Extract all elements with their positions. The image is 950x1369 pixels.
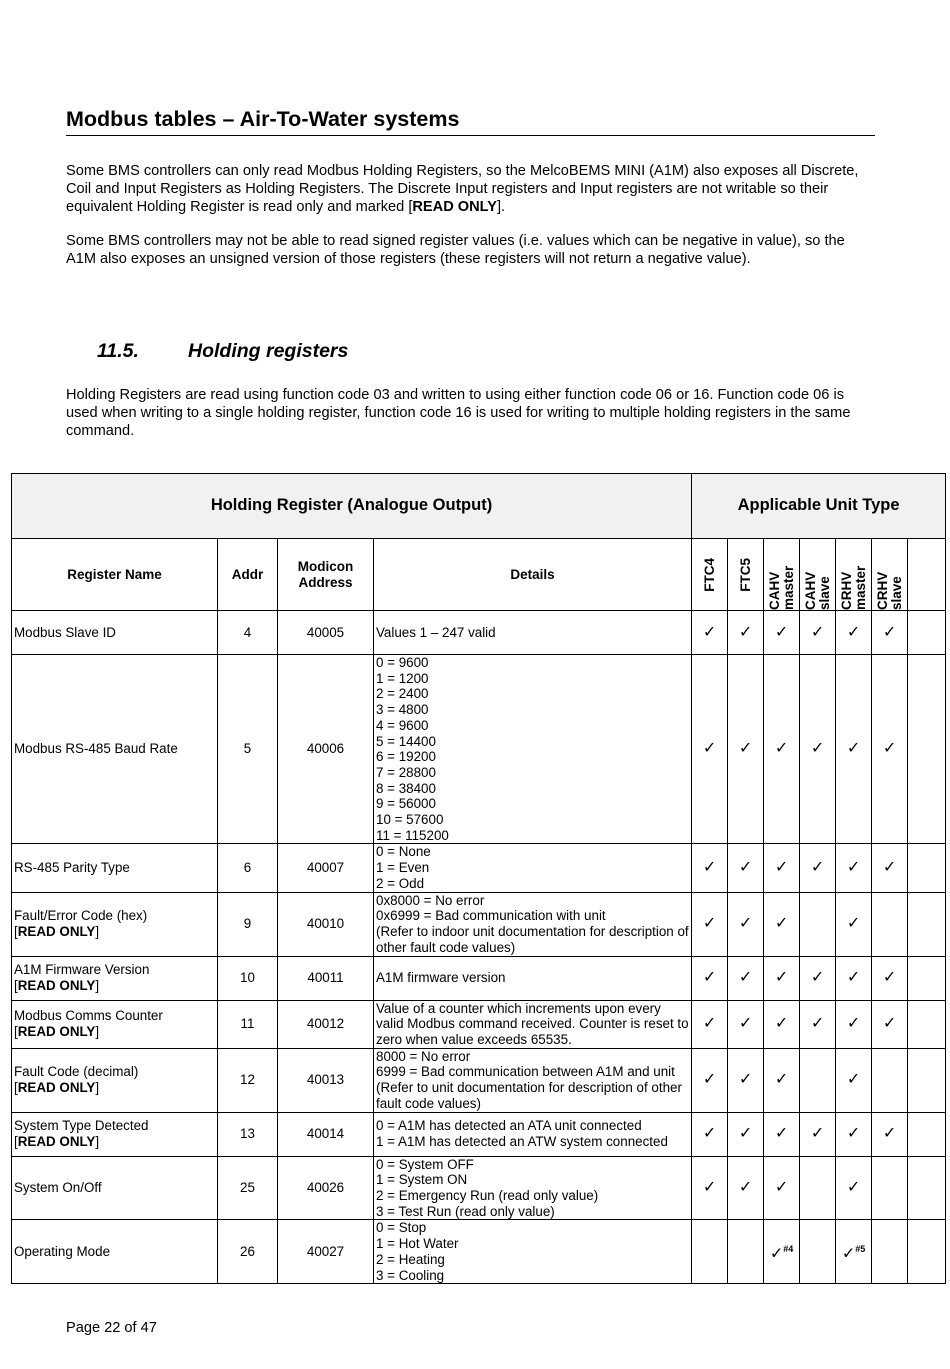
check-icon: ✓ xyxy=(846,1125,861,1143)
detail-line: 1 = 1200 xyxy=(376,670,429,686)
unit-type-cell xyxy=(764,844,800,892)
unit-type-cell xyxy=(800,1112,836,1156)
unit-type-cell xyxy=(692,1048,728,1112)
unit-type-cell xyxy=(872,956,908,1000)
table-row xyxy=(12,611,946,655)
unit-type-cell xyxy=(800,956,836,1000)
check-icon: ✓ xyxy=(738,1179,753,1197)
register-addr: 11 xyxy=(218,1000,278,1048)
unit-type-cell xyxy=(836,1000,872,1048)
register-addr: 5 xyxy=(218,655,278,844)
register-addr: 26 xyxy=(218,1220,278,1284)
detail-line: (Refer to indoor unit documentation for description of other fault code values) xyxy=(376,924,689,955)
intro-text: Some BMS controllers can only read Modbus Holding Registers, so the MelcoBEMS MINI (A1M) also exposes all Discrete, Coil and Input Registers as Holding Registers. The Discrete Input registers and Input registers are not writable so their equivalent Holding Register is read only and marked [ xyxy=(66,163,859,215)
unit-type-cell xyxy=(764,1156,800,1220)
detail-line: 3 = Cooling xyxy=(376,1267,445,1283)
detail-line: Value of a counter which increments upon every valid Modbus command received. Counter is reset to zero when value exceeds 65535. xyxy=(376,1000,689,1047)
unit-type-cell xyxy=(764,1000,800,1048)
unit-type-cell xyxy=(692,1156,728,1220)
unit-type-cell xyxy=(836,1048,872,1112)
register-modicon-address: 40026 xyxy=(278,1156,374,1220)
check-icon: ✓ xyxy=(774,1179,789,1197)
unit-type-cell xyxy=(764,892,800,956)
check-icon: ✓ xyxy=(738,915,753,933)
table-row xyxy=(12,1112,946,1156)
detail-line: 2 = 2400 xyxy=(376,686,429,702)
table-row xyxy=(12,1220,946,1284)
detail-line: 0 = 9600 xyxy=(376,655,429,670)
section-title: Holding registers xyxy=(188,340,349,362)
detail-line: 0 = Stop xyxy=(376,1220,427,1236)
register-addr: 6 xyxy=(218,844,278,892)
blank-cell xyxy=(908,844,946,892)
section-number: 11.5. xyxy=(97,340,139,362)
register-addr: 12 xyxy=(218,1048,278,1112)
unit-type-cell xyxy=(800,1048,836,1112)
col-header-addr: Addr xyxy=(218,539,278,611)
detail-line: 10 = 57600 xyxy=(376,812,444,828)
register-addr: 9 xyxy=(218,892,278,956)
col-header-blank xyxy=(908,539,946,611)
check-icon: ✓ xyxy=(882,1015,897,1033)
check-icon: ✓ xyxy=(882,859,897,877)
blank-cell xyxy=(908,655,946,844)
col-header-register-name: Register Name xyxy=(12,539,218,611)
check-icon: ✓ xyxy=(702,1071,717,1089)
unit-type-cell xyxy=(872,892,908,956)
read-only-marker: READ ONLY xyxy=(17,1024,96,1040)
unit-type-cell xyxy=(692,1112,728,1156)
table-row xyxy=(12,956,946,1000)
intro-paragraph-2: Some BMS controllers may not be able to read signed register values (i.e. values which can be negative in value), so the A1M also exposes an unsigned version of those registers (these registers will not return a negative value). xyxy=(66,233,845,267)
register-name: RS-485 Parity Type xyxy=(12,844,218,892)
unit-type-cell xyxy=(800,1156,836,1220)
unit-type-cell xyxy=(836,844,872,892)
check-icon: ✓ xyxy=(841,1245,856,1263)
unit-type-cell xyxy=(836,1112,872,1156)
intro-text-end: ]. xyxy=(497,199,506,215)
check-icon: ✓ xyxy=(810,740,825,758)
detail-line: 9 = 56000 xyxy=(376,796,436,812)
check-icon: ✓ xyxy=(738,1071,753,1089)
unit-type-cell xyxy=(872,844,908,892)
check-icon: ✓ xyxy=(738,859,753,877)
unit-type-cell xyxy=(728,1156,764,1220)
register-name: Fault Code (decimal) [READ ONLY] xyxy=(12,1048,218,1112)
register-modicon-address: 40012 xyxy=(278,1000,374,1048)
detail-line: 1 = Even xyxy=(376,860,430,876)
register-addr: 10 xyxy=(218,956,278,1000)
check-icon: ✓ xyxy=(702,969,717,987)
detail-line: 0 = System OFF xyxy=(376,1156,474,1172)
register-addr: 25 xyxy=(218,1156,278,1220)
detail-line: 5 = 14400 xyxy=(376,733,436,749)
register-details xyxy=(374,655,692,844)
detail-line: 0 = None xyxy=(376,844,431,860)
unit-type-cell xyxy=(800,892,836,956)
unit-type-cell xyxy=(692,1000,728,1048)
check-icon: ✓ xyxy=(846,969,861,987)
col-header-unit-type: CRHV slave xyxy=(872,539,908,611)
read-only-marker: READ ONLY xyxy=(17,924,96,940)
check-icon: ✓ xyxy=(846,859,861,877)
register-details xyxy=(374,1112,692,1156)
unit-type-cell xyxy=(800,611,836,655)
register-details xyxy=(374,844,692,892)
unit-type-cell xyxy=(692,956,728,1000)
unit-type-cell xyxy=(764,1220,800,1284)
unit-type-cell xyxy=(800,844,836,892)
check-icon: ✓ xyxy=(702,740,717,758)
detail-line: 1 = Hot Water xyxy=(376,1236,459,1252)
register-details xyxy=(374,1000,692,1048)
detail-line: 7 = 28800 xyxy=(376,764,436,780)
detail-line: A1M firmware version xyxy=(376,970,506,986)
check-icon: ✓ xyxy=(882,1125,897,1143)
blank-cell xyxy=(908,956,946,1000)
unit-type-cell xyxy=(764,1048,800,1112)
detail-line: 2 = Emergency Run (read only value) xyxy=(376,1188,599,1204)
check-icon: ✓ xyxy=(774,740,789,758)
group-header-register: Holding Register (Analogue Output) xyxy=(12,474,692,539)
check-icon: ✓ xyxy=(774,1015,789,1033)
blank-cell xyxy=(908,1220,946,1284)
table-row xyxy=(12,1048,946,1112)
check-icon: ✓ xyxy=(882,969,897,987)
group-header-unit-type: Applicable Unit Type xyxy=(692,474,946,539)
register-modicon-address: 40014 xyxy=(278,1112,374,1156)
register-details xyxy=(374,892,692,956)
register-name: System Type Detected [READ ONLY] xyxy=(12,1112,218,1156)
detail-line: 0x6999 = Bad communication with unit xyxy=(376,908,606,924)
col-header-unit-type: FTC5 xyxy=(728,539,764,611)
unit-type-cell xyxy=(872,1112,908,1156)
unit-type-cell xyxy=(872,1000,908,1048)
unit-type-cell xyxy=(872,611,908,655)
register-modicon-address: 40010 xyxy=(278,892,374,956)
unit-type-cell xyxy=(800,1220,836,1284)
blank-cell xyxy=(908,611,946,655)
register-name: Modbus Slave ID xyxy=(12,611,218,655)
footnote-ref: #4 xyxy=(783,1243,794,1254)
register-modicon-address: 40007 xyxy=(278,844,374,892)
read-only-marker: READ ONLY xyxy=(412,199,497,215)
unit-type-cell xyxy=(692,892,728,956)
check-icon: ✓ xyxy=(738,740,753,758)
check-icon: ✓ xyxy=(738,1015,753,1033)
unit-type-cell xyxy=(692,611,728,655)
unit-type-cell xyxy=(836,611,872,655)
register-details xyxy=(374,1048,692,1112)
unit-type-cell xyxy=(872,1156,908,1220)
register-details xyxy=(374,1156,692,1220)
register-modicon-address: 40005 xyxy=(278,611,374,655)
check-icon: ✓ xyxy=(774,623,789,641)
check-icon: ✓ xyxy=(810,623,825,641)
table-row xyxy=(12,1156,946,1220)
detail-line: (Refer to unit documentation for description of other fault code values) xyxy=(376,1080,682,1111)
unit-type-cell xyxy=(872,655,908,844)
unit-type-cell xyxy=(800,1000,836,1048)
check-icon: ✓ xyxy=(846,1015,861,1033)
check-icon: ✓ xyxy=(846,623,861,641)
read-only-marker: READ ONLY xyxy=(17,1080,96,1096)
register-details xyxy=(374,1220,692,1284)
unit-type-cell xyxy=(728,655,764,844)
unit-type-cell xyxy=(872,1048,908,1112)
col-header-unit-type: CAHV slave xyxy=(800,539,836,611)
register-details xyxy=(374,956,692,1000)
check-icon: ✓ xyxy=(810,1125,825,1143)
register-modicon-address: 40011 xyxy=(278,956,374,1000)
unit-type-cell xyxy=(728,956,764,1000)
unit-type-cell xyxy=(764,956,800,1000)
register-modicon-address: 40006 xyxy=(278,655,374,844)
unit-type-cell xyxy=(728,1000,764,1048)
unit-type-cell xyxy=(836,655,872,844)
register-modicon-address: 40027 xyxy=(278,1220,374,1284)
register-name: System On/Off xyxy=(12,1156,218,1220)
detail-line: 8000 = No error xyxy=(376,1048,471,1064)
check-icon: ✓ xyxy=(882,740,897,758)
register-details xyxy=(374,611,692,655)
check-icon: ✓ xyxy=(702,859,717,877)
register-addr: 13 xyxy=(218,1112,278,1156)
col-header-unit-type: CAHV master xyxy=(764,539,800,611)
unit-type-cell xyxy=(764,655,800,844)
table-row xyxy=(12,1000,946,1048)
check-icon: ✓ xyxy=(774,1071,789,1089)
check-icon: ✓ xyxy=(702,915,717,933)
unit-type-cell xyxy=(836,892,872,956)
detail-line: 3 = Test Run (read only value) xyxy=(376,1203,555,1219)
table-row xyxy=(12,655,946,844)
col-header-unit-type: FTC4 xyxy=(692,539,728,611)
blank-cell xyxy=(908,1156,946,1220)
detail-line: 0x8000 = No error xyxy=(376,892,485,908)
unit-type-cell xyxy=(728,1220,764,1284)
unit-type-cell xyxy=(872,1220,908,1284)
section-paragraph: Holding Registers are read using function code 03 and written to using either function code 06 or 16. Function code 06 is used when writing to a single holding register, function code 16 is used for writing to multiple holding registers in the same command. xyxy=(66,387,851,439)
check-icon: ✓ xyxy=(810,859,825,877)
detail-line: 11 = 115200 xyxy=(376,827,449,843)
register-name: Modbus RS-485 Baud Rate xyxy=(12,655,218,844)
page-footer: Page 22 of 47 xyxy=(66,1320,157,1336)
blank-cell xyxy=(908,892,946,956)
unit-type-cell xyxy=(836,1156,872,1220)
page-heading: Modbus tables – Air-To-Water systems xyxy=(66,106,875,136)
check-icon: ✓ xyxy=(738,623,753,641)
detail-line: 0 = A1M has detected an ATA unit connected xyxy=(376,1118,642,1134)
check-icon: ✓ xyxy=(810,1015,825,1033)
register-name: Modbus Comms Counter [READ ONLY] xyxy=(12,1000,218,1048)
detail-line: 6999 = Bad communication between A1M and unit xyxy=(376,1064,675,1080)
check-icon: ✓ xyxy=(702,1125,717,1143)
table-row xyxy=(12,892,946,956)
check-icon: ✓ xyxy=(738,1125,753,1143)
unit-type-cell xyxy=(800,655,836,844)
blank-cell xyxy=(908,1000,946,1048)
register-addr: 4 xyxy=(218,611,278,655)
holding-register-table xyxy=(11,473,946,1284)
unit-type-cell xyxy=(692,1220,728,1284)
col-header-unit-type: CRHV master xyxy=(836,539,872,611)
check-icon: ✓ xyxy=(769,1245,784,1263)
unit-type-cell xyxy=(764,611,800,655)
detail-line: 2 = Heating xyxy=(376,1251,445,1267)
check-icon: ✓ xyxy=(702,1179,717,1197)
check-icon: ✓ xyxy=(774,859,789,877)
check-icon: ✓ xyxy=(846,1071,861,1089)
unit-type-cell xyxy=(728,892,764,956)
table-row xyxy=(12,844,946,892)
register-name: Fault/Error Code (hex) [READ ONLY] xyxy=(12,892,218,956)
read-only-marker: READ ONLY xyxy=(17,978,96,994)
footnote-ref: #5 xyxy=(855,1243,866,1254)
unit-type-cell xyxy=(836,956,872,1000)
check-icon: ✓ xyxy=(774,969,789,987)
check-icon: ✓ xyxy=(846,740,861,758)
blank-cell xyxy=(908,1048,946,1112)
unit-type-cell xyxy=(728,1112,764,1156)
unit-type-cell xyxy=(692,655,728,844)
unit-type-cell xyxy=(836,1220,872,1284)
read-only-marker: READ ONLY xyxy=(17,1134,96,1150)
register-name: A1M Firmware Version [READ ONLY] xyxy=(12,956,218,1000)
unit-type-cell xyxy=(728,1048,764,1112)
register-modicon-address: 40013 xyxy=(278,1048,374,1112)
check-icon: ✓ xyxy=(846,915,861,933)
detail-line: Values 1 – 247 valid xyxy=(376,624,496,640)
check-icon: ✓ xyxy=(810,969,825,987)
blank-cell xyxy=(908,1112,946,1156)
check-icon: ✓ xyxy=(702,623,717,641)
col-header-details: Details xyxy=(374,539,692,611)
detail-line: 1 = A1M has detected an ATW system connected xyxy=(376,1134,668,1150)
check-icon: ✓ xyxy=(702,1015,717,1033)
check-icon: ✓ xyxy=(774,915,789,933)
intro-paragraph-1 xyxy=(66,162,866,216)
check-icon: ✓ xyxy=(738,969,753,987)
unit-type-cell xyxy=(764,1112,800,1156)
detail-line: 8 = 38400 xyxy=(376,780,436,796)
col-header-modicon: Modicon Address xyxy=(278,539,374,611)
detail-line: 2 = Odd xyxy=(376,875,425,891)
check-icon: ✓ xyxy=(846,1179,861,1197)
detail-line: 4 = 9600 xyxy=(376,717,429,733)
register-name: Operating Mode xyxy=(12,1220,218,1284)
unit-type-cell xyxy=(692,844,728,892)
check-icon: ✓ xyxy=(774,1125,789,1143)
unit-type-cell xyxy=(728,611,764,655)
unit-type-cell xyxy=(728,844,764,892)
detail-line: 1 = System ON xyxy=(376,1172,468,1188)
detail-line: 6 = 19200 xyxy=(376,749,436,765)
detail-line: 3 = 4800 xyxy=(376,702,429,718)
check-icon: ✓ xyxy=(882,623,897,641)
